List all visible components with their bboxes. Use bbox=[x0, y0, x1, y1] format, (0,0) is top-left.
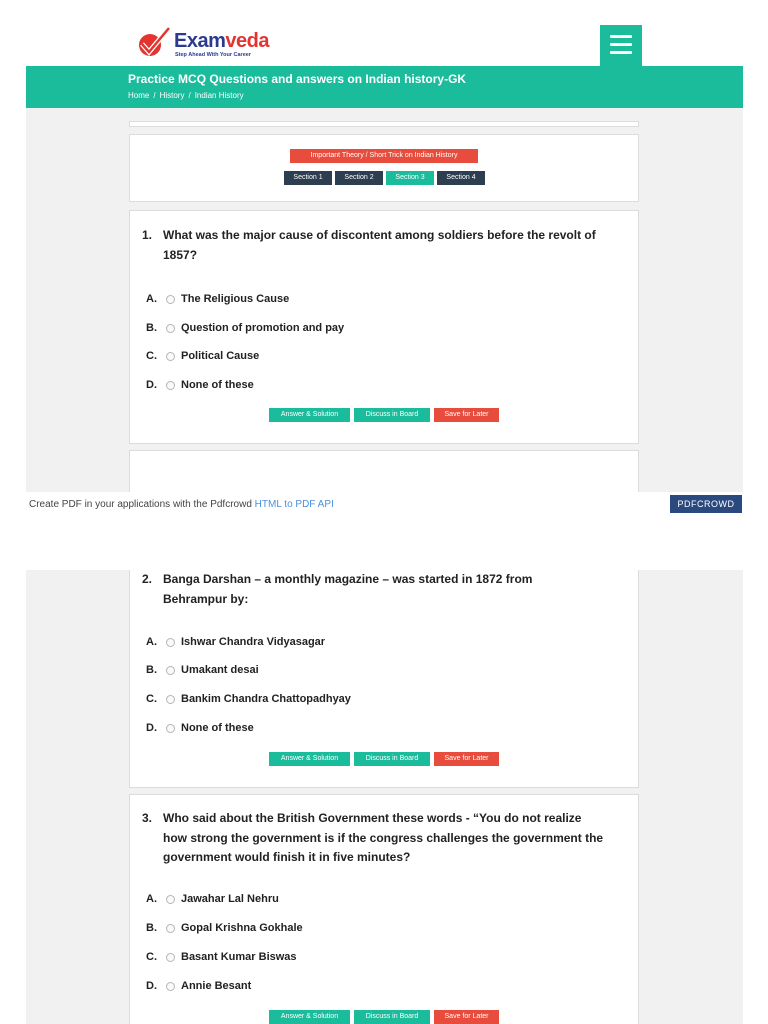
option-text: Umakant desai bbox=[181, 664, 259, 676]
section-3-button[interactable]: Section 3 bbox=[386, 171, 434, 185]
radio-button[interactable] bbox=[166, 295, 175, 304]
question-number: 1. bbox=[142, 228, 153, 242]
option-letter: D. bbox=[146, 980, 157, 992]
option-text: None of these bbox=[181, 722, 254, 734]
save-later-button[interactable]: Save for Later bbox=[434, 408, 499, 422]
option-text: The Religious Cause bbox=[181, 293, 290, 305]
radio-button[interactable] bbox=[166, 695, 175, 704]
title-bar bbox=[26, 66, 743, 108]
radio-button[interactable] bbox=[166, 895, 175, 904]
option-letter: C. bbox=[146, 693, 157, 705]
discuss-board-button[interactable]: Discuss in Board bbox=[354, 752, 430, 766]
question-text: Who said about the British Government these words - “You do not realize how strong the government is if the congress challenges the government the government would finish it in five minutes? bbox=[163, 811, 604, 864]
save-later-button[interactable]: Save for Later bbox=[434, 752, 499, 766]
question-number: 2. bbox=[142, 572, 153, 586]
question-number: 3. bbox=[142, 811, 153, 825]
theory-button[interactable]: Important Theory / Short Trick on Indian History bbox=[290, 149, 478, 163]
option-text: Gopal Krishna Gokhale bbox=[181, 922, 303, 934]
breadcrumb-current[interactable]: Indian History bbox=[194, 91, 244, 100]
option-letter: D. bbox=[146, 722, 157, 734]
footer-text bbox=[29, 499, 334, 510]
section-4-button[interactable]: Section 4 bbox=[437, 171, 485, 185]
breadcrumb-separator: / bbox=[188, 91, 191, 100]
option-letter: A. bbox=[146, 293, 157, 305]
pdf-footer bbox=[26, 494, 743, 514]
option-letter: C. bbox=[146, 350, 157, 362]
option-letter: C. bbox=[146, 951, 157, 963]
hamburger-icon-line-3 bbox=[610, 51, 632, 54]
question-text: What was the major cause of discontent among soldiers before the revolt of 1857? bbox=[163, 228, 596, 262]
pdf-page-1 bbox=[26, 0, 743, 492]
question-text: Banga Darshan – a monthly magazine – was started in 1872 from Behrampur by: bbox=[163, 572, 533, 606]
hamburger-icon-line-1 bbox=[610, 35, 632, 38]
radio-button[interactable] bbox=[166, 924, 175, 933]
option-text: Ishwar Chandra Vidyasagar bbox=[181, 636, 326, 648]
logo-tagline: Step Ahead With Your Career bbox=[175, 52, 251, 58]
option-letter: B. bbox=[146, 322, 157, 334]
footer-link[interactable]: HTML to PDF API bbox=[254, 499, 334, 510]
hamburger-icon-line-2 bbox=[610, 43, 632, 46]
option-letter: B. bbox=[146, 664, 157, 676]
option-text: Annie Besant bbox=[181, 980, 252, 992]
logo-name-part2: veda bbox=[225, 30, 269, 52]
question-card-3 bbox=[129, 794, 639, 1024]
logo-name-part1: Exam bbox=[174, 30, 226, 52]
hamburger-menu-button[interactable] bbox=[600, 25, 642, 66]
option-text: Question of promotion and pay bbox=[181, 322, 345, 334]
question-card-2 bbox=[129, 570, 639, 788]
pdfcrowd-badge[interactable]: PDFCROWD bbox=[670, 495, 742, 513]
breadcrumb bbox=[128, 91, 244, 100]
logo-check-icon bbox=[136, 26, 172, 62]
option-letter: D. bbox=[146, 379, 157, 391]
radio-button[interactable] bbox=[166, 324, 175, 333]
save-later-button[interactable]: Save for Later bbox=[434, 1010, 499, 1024]
answer-solution-button[interactable]: Answer & Solution bbox=[269, 408, 350, 422]
radio-button[interactable] bbox=[166, 982, 175, 991]
question-card-2-start bbox=[129, 450, 639, 492]
discuss-board-button[interactable]: Discuss in Board bbox=[354, 408, 430, 422]
radio-button[interactable] bbox=[166, 666, 175, 675]
breadcrumb-separator: / bbox=[153, 91, 156, 100]
breadcrumb-home[interactable]: Home bbox=[128, 91, 150, 100]
radio-button[interactable] bbox=[166, 381, 175, 390]
radio-button[interactable] bbox=[166, 638, 175, 647]
breadcrumb-history[interactable]: History bbox=[159, 91, 185, 100]
option-letter: A. bbox=[146, 893, 157, 905]
option-text: Jawahar Lal Nehru bbox=[181, 893, 279, 905]
question-card-1 bbox=[129, 210, 639, 444]
section-nav-box bbox=[129, 134, 639, 202]
footer-caption: Create PDF in your applications with the Pdfcrowd bbox=[29, 499, 255, 510]
option-text: None of these bbox=[181, 379, 254, 391]
radio-button[interactable] bbox=[166, 352, 175, 361]
option-letter: B. bbox=[146, 922, 157, 934]
page-title: Practice MCQ Questions and answers on Indian history-GK bbox=[128, 72, 467, 86]
pdf-page-2 bbox=[26, 570, 743, 1024]
logo-wordmark bbox=[174, 30, 269, 53]
option-text: Basant Kumar Biswas bbox=[181, 951, 297, 963]
option-text: Bankim Chandra Chattopadhyay bbox=[181, 693, 351, 705]
answer-solution-button[interactable]: Answer & Solution bbox=[269, 1010, 350, 1024]
top-divider-box bbox=[129, 121, 639, 127]
radio-button[interactable] bbox=[166, 953, 175, 962]
option-letter: A. bbox=[146, 636, 157, 648]
answer-solution-button[interactable]: Answer & Solution bbox=[269, 752, 350, 766]
radio-button[interactable] bbox=[166, 724, 175, 733]
discuss-board-button[interactable]: Discuss in Board bbox=[354, 1010, 430, 1024]
option-text: Political Cause bbox=[181, 350, 260, 362]
section-1-button[interactable]: Section 1 bbox=[284, 171, 332, 185]
section-2-button[interactable]: Section 2 bbox=[335, 171, 383, 185]
site-header bbox=[26, 0, 743, 66]
